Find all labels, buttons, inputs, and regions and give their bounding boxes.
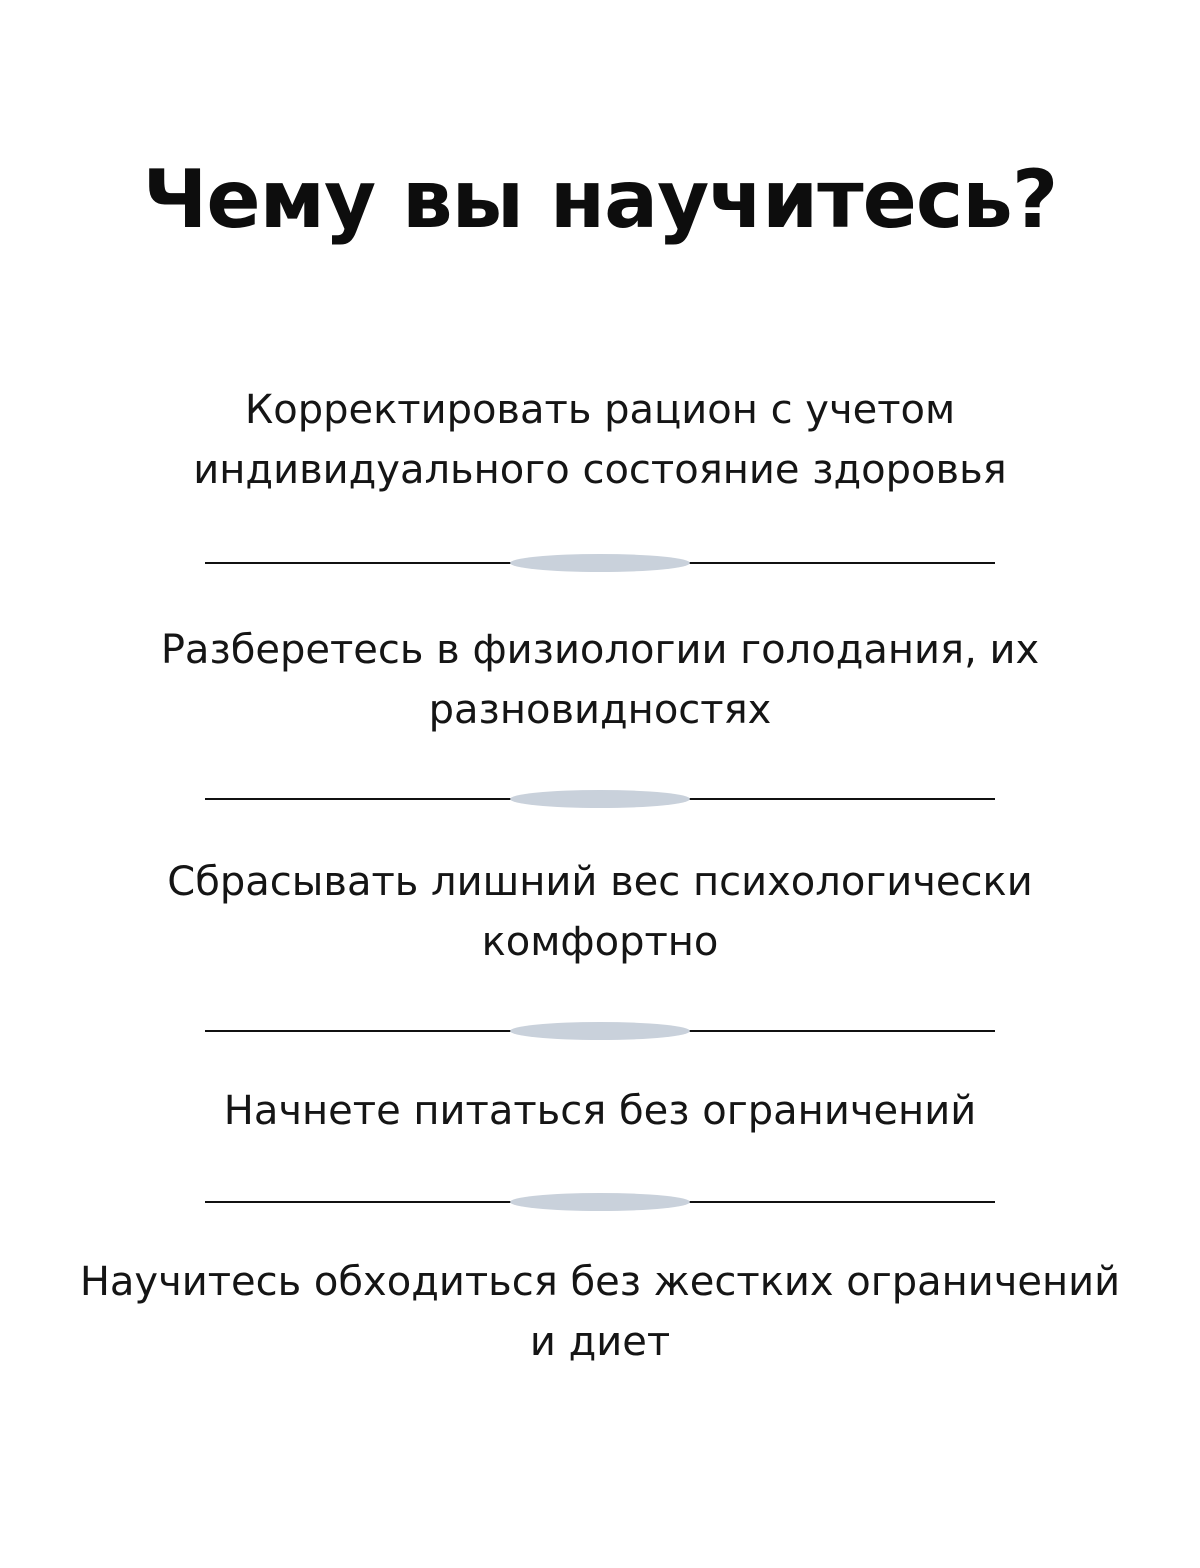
- learning-item-2: Разберетесь в физиологии голодания, их разновидностях: [160, 627, 1040, 733]
- section-divider-1: [205, 553, 995, 573]
- page-title: Чему вы научитесь?: [142, 153, 1058, 246]
- section-divider-3: [205, 1021, 995, 1041]
- divider-accent: [510, 554, 690, 572]
- learning-item-4: Начнете питаться без ограничений: [223, 1088, 977, 1134]
- section-divider-4: [205, 1192, 995, 1212]
- divider-accent: [510, 1022, 690, 1040]
- divider-accent: [510, 1193, 690, 1211]
- learning-item-1: Корректировать рацион с учетом индивидуального состояние здоровья: [193, 387, 1007, 493]
- learning-item-3: Сбрасывать лишний вес психологически комфортно: [167, 859, 1033, 965]
- learning-item-5: Научитесь обходиться без жестких ограничений и диет: [79, 1259, 1121, 1365]
- divider-accent: [510, 790, 690, 808]
- section-divider-2: [205, 789, 995, 809]
